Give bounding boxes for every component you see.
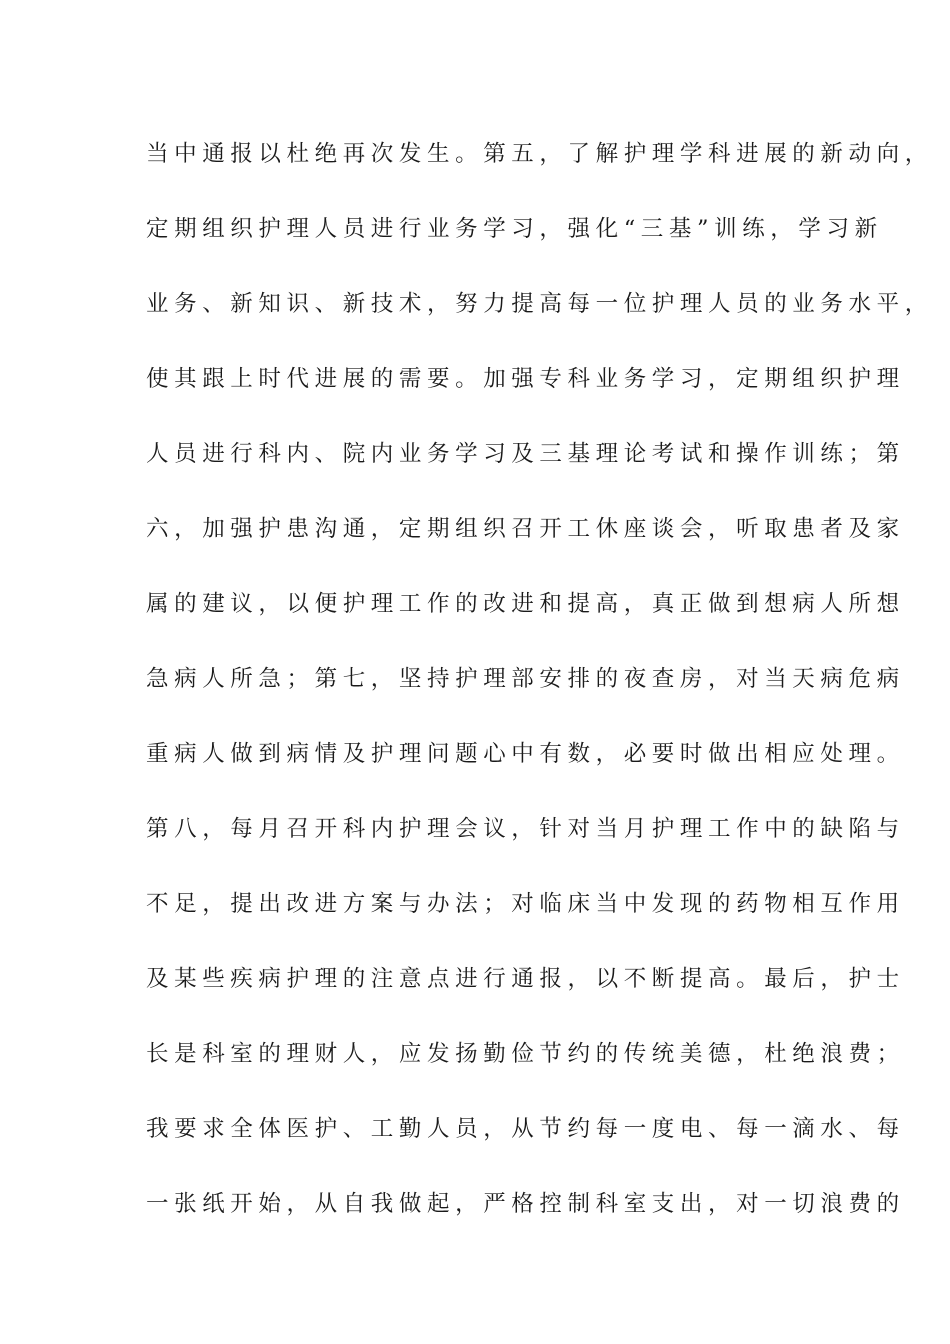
text-line-15: 一张纸开始，从自我做起，严格控制科室支出，对一切浪费的: [146, 1191, 905, 1217]
text-line-8: 急病人所急；第七，坚持护理部安排的夜查房，对当天病危病: [146, 666, 905, 692]
text-line-9: 重病人做到病情及护理问题心中有数，必要时做出相应处理。: [146, 741, 905, 767]
text-line-12: 及某些疾病护理的注意点进行通报，以不断提高。最后，护士: [146, 966, 905, 992]
text-line-7: 属的建议，以便护理工作的改进和提高，真正做到想病人所想: [146, 591, 905, 617]
text-line-4: 使其跟上时代进展的需要。加强专科业务学习，定期组织护理: [146, 366, 905, 392]
text-line-1: 当中通报以杜绝再次发生。第五，了解护理学科进展的新动向，: [146, 141, 933, 167]
text-line-5: 人员进行科内、院内业务学习及三基理论考试和操作训练；第: [146, 441, 905, 467]
text-line-11: 不足，提出改进方案与办法；对临床当中发现的药物相互作用: [146, 891, 905, 917]
text-line-10: 第八，每月召开科内护理会议，针对当月护理工作中的缺陷与: [146, 816, 905, 842]
body-text: [146, 133, 933, 1258]
text-line-14: 我要求全体医护、工勤人员，从节约每一度电、每一滴水、每: [146, 1116, 905, 1142]
text-line-13: 长是科室的理财人，应发扬勤俭节约的传统美德，杜绝浪费；: [146, 1041, 905, 1067]
text-line-3: 业务、新知识、新技术，努力提高每一位护理人员的业务水平，: [146, 291, 933, 317]
text-line-6: 六，加强护患沟通，定期组织召开工休座谈会，听取患者及家: [146, 516, 905, 542]
text-line-2: 定期组织护理人员进行业务学习，强化“三基”训练，学习新: [146, 216, 883, 242]
